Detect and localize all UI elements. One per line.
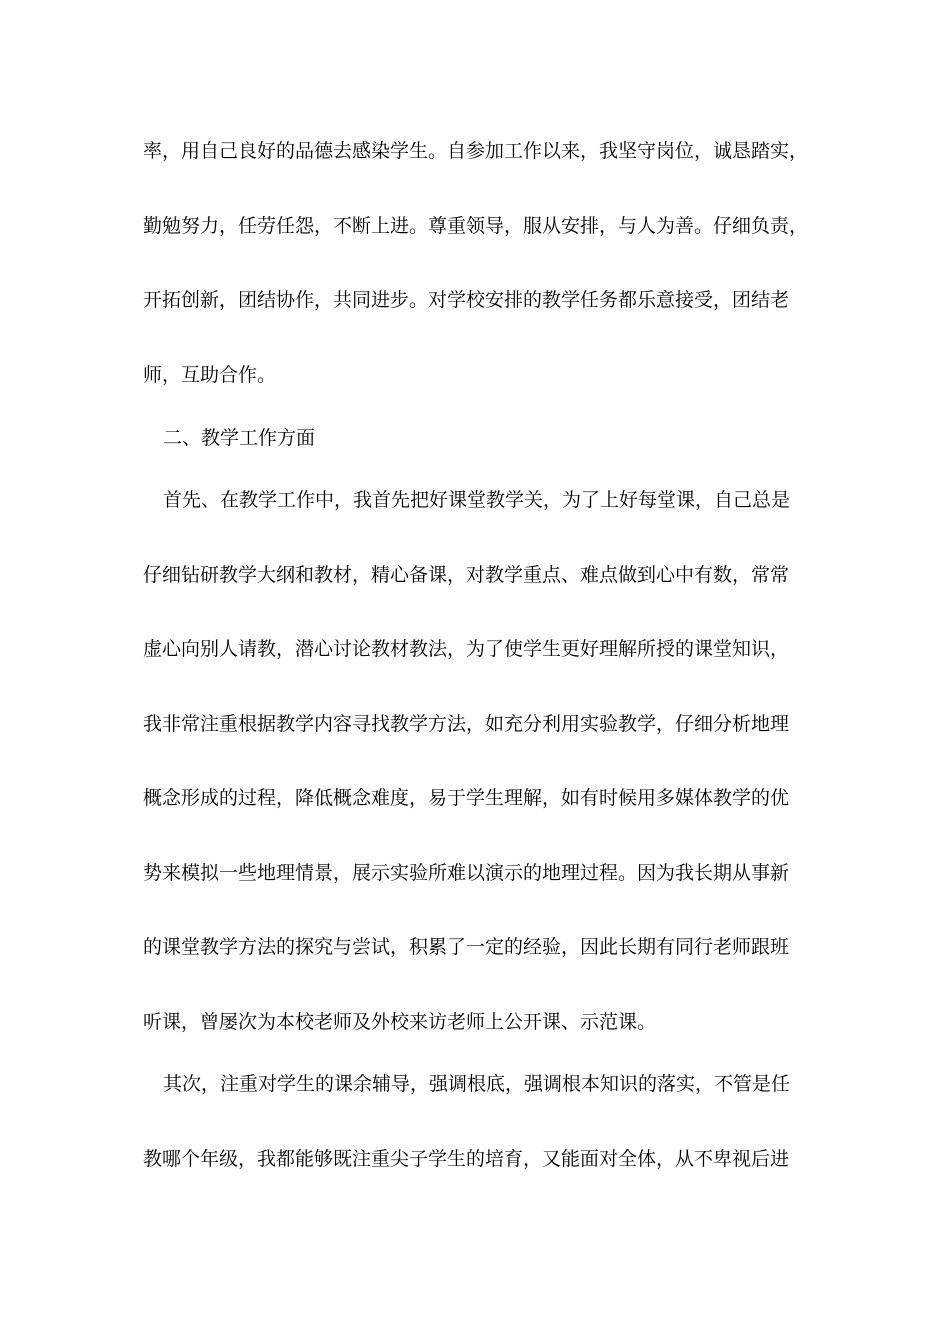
paragraph-line: 率，用自己良好的品德去感染学生。自参加工作以来，我坚守岗位，诚恳踏实， <box>143 140 809 162</box>
paragraph-line: 其次，注重对学生的课余辅导，强调根底，强调根本知识的落实，不管是任 <box>163 1073 791 1095</box>
paragraph-line: 势来模拟一些地理情景，展示实验所难以演示的地理过程。因为我长期从事新 <box>143 862 790 884</box>
paragraph-line: 听课，曾屡次为本校老师及外校来访老师上公开课、示范课。 <box>143 1011 657 1033</box>
paragraph-line: 仔细钻研教学大纲和教材，精心备课，对教学重点、难点做到心中有数，常常 <box>143 564 790 586</box>
paragraph-line: 教哪个年级，我都能够既注重尖子学生的培育，又能面对全体，从不卑视后进 <box>143 1148 790 1170</box>
paragraph-line: 的课堂教学方法的探究与尝试，积累了一定的经验，因此长期有同行老师跟班 <box>143 936 790 958</box>
paragraph-line: 虚心向别人请教，潜心讨论教材教法，为了使学生更好理解所授的课堂知识， <box>143 638 790 660</box>
paragraph-line: 首先、在教学工作中，我首先把好课堂教学关，为了上好每堂课，自己总是 <box>163 489 791 511</box>
paragraph-line: 概念形成的过程，降低概念难度，易于学生理解，如有时候用多媒体教学的优 <box>143 787 790 809</box>
section-heading: 二、教学工作方面 <box>163 427 316 449</box>
paragraph-line: 开拓创新，团结协作，共同进步。对学校安排的教学任务都乐意接受，团结老 <box>143 289 790 311</box>
paragraph-line: 勤勉努力，任劳任怨，不断上进。尊重领导，服从安排，与人为善。仔细负责， <box>143 215 809 237</box>
paragraph-line: 师，互助合作。 <box>143 364 277 386</box>
paragraph-line: 我非常注重根据教学内容寻找教学方法，如充分利用实验教学，仔细分析地理 <box>143 713 790 735</box>
